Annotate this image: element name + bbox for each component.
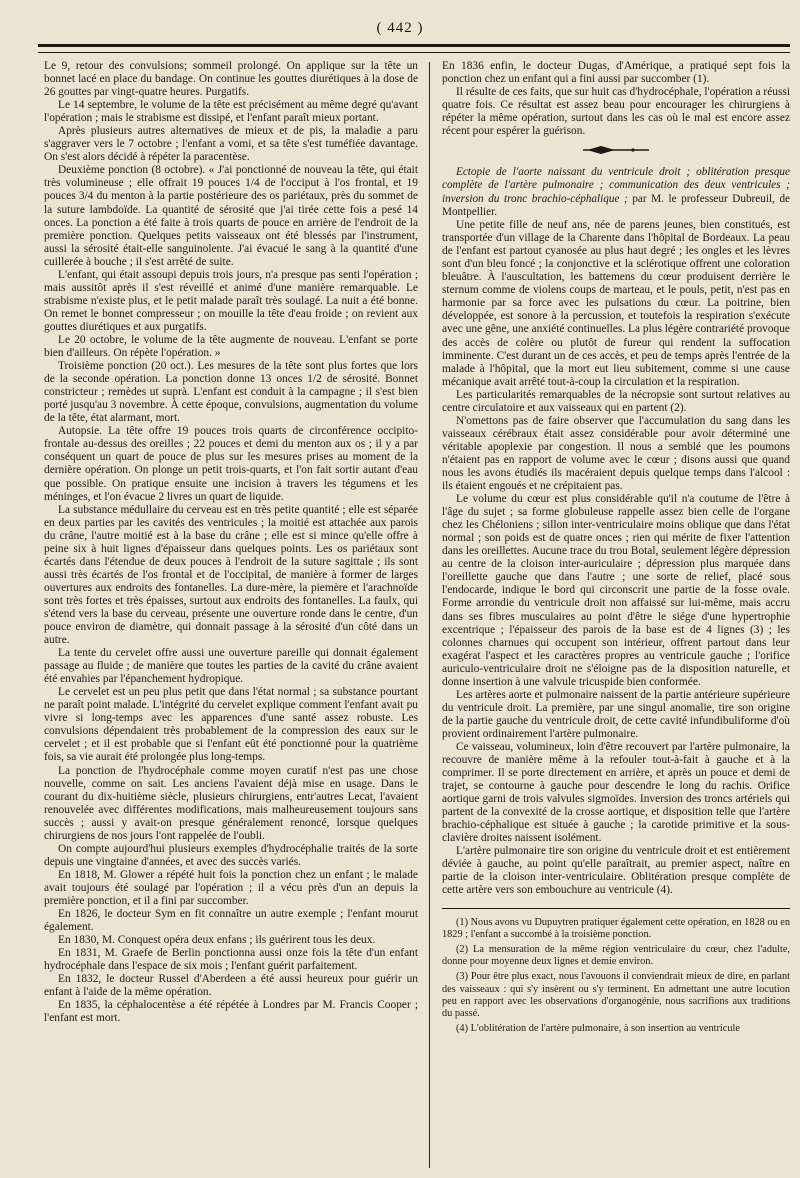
article-title-author: par M. le professeur Dubreuil, de Montpellier. [442,192,790,218]
right-paragraph: En 1836 enfin, le docteur Dugas, d'Amérique, a pratiqué sept fois la ponction chez un enfant qui a fini aussi par succomber (1). [442,60,790,86]
left-column [44,60,418,1025]
column-separator [429,62,430,1168]
left-paragraph: En 1818, M. Glower a répété huit fois la ponction chez un enfant ; le malade avait toujours été soulagé par l'opération ; il a vécu près d'un an depuis la première ponction, et il a fini par succomber. [44,868,418,907]
right-paragraph: N'omettons pas de faire observer que l'accumulation du sang dans les vaisseaux cérébraux était assez considérable pour avoir déterminé une véritable apoplexie par congestion. Il nous a semblé que les poumons n'étaient pas en rapport de volume avec le cœur ; disons aussi que quand nous les avons étudiés ils macéraient depuis quelque temps dans l'alcool : ils étaient engoués et ne crépitaient pas. [442,414,790,493]
left-paragraph: En 1831, M. Graefe de Berlin ponctionna aussi onze fois la tête d'un enfant hydrocéphale dans l'espace de six mois ; l'enfant guérit parfaitement. [44,947,418,973]
left-paragraph: On compte aujourd'hui plusieurs exemples d'hydrocéphalie traités de la sorte depuis une vingtaine d'années, et avec des succès variés. [44,842,418,868]
footnote: (2) La mensuration de la même région ventriculaire du cœur, chez l'adulte, donne pour moyenne deux lignes et demie environ. [442,943,790,968]
right-paragraph: Il résulte de ces faits, que sur huit cas d'hydrocéphale, l'opération a réussi quatre fois. Ce résultat est assez beau pour encourager les chirurgiens à répéter la même opération, surtout dans les cas où le mal est encore assez récent pour espérer la guérison. [442,86,790,138]
left-paragraph: La ponction de l'hydrocéphale comme moyen curatif n'est pas une chose nouvelle, comme on sait. Les anciens l'avaient déjà mise en usage. Dans le courant du dix-huitième siècle, plusieurs chirurgiens, entr'autres Lecat, l'avaient renouvelée avec différentes modifications, mais malheureusement toujours sans succès ; aussi y avait-on presque généralement renoncé, lorsque quelques chirurgiens de nos jours l'ont rappelée de l'oubli. [44,764,418,842]
left-paragraph: Autopsie. La tête offre 19 pouces trois quarts de circonférence occipito-frontale au-dessus des oreilles ; 22 pouces et demi du menton aux os ; il y a par conséquent un quart de pouce de plus sur les mesures prises au moment de la dernière opération. On plonge un petit trois-quarts, et l'on fait sortir autant d'eau que possible. On pratique ensuite une incision à travers les tégumens et les méninges, et l'on évacue 2 livres un quart de liquide. [44,425,418,503]
left-paragraph: En 1830, M. Conquest opéra deux enfans ; ils guérirent tous les deux. [58,934,376,947]
left-paragraph: Le 20 octobre, le volume de la tête augmente de nouveau. L'enfant se porte bien d'ailleurs. On répète l'opération. » [44,333,418,360]
header-rule [38,44,790,53]
footnote-rule [442,908,790,909]
right-paragraph: L'artère pulmonaire tire son origine du ventricule droit et est entièrement déviée à gauche, au point qu'elle paraîtrait, au premier aspect, naître en partie de la cloison inter-ventriculaire. Oblitération presque complète de cette artère vers son embouchure au ventricule (4). [442,845,790,897]
left-paragraph: Le 9, retour des convulsions; sommeil prolongé. On applique sur la tête un bonnet lacé en place du bandage. On continue les gouttes diurétiques à la dose de 26 gouttes par vingt-quatre heures. Purgatifs. [44,60,418,99]
left-paragraph: Après plusieurs autres alternatives de mieux et de pis, la maladie a paru s'aggraver vers le 7 octobre ; l'enfant a vomi, et sa tête s'est tuméfiée davantage. On s'est alors décidé à répéter la paracentèse. [44,125,418,164]
section-divider-ornament [442,144,790,156]
article-title-italic: Ectopie de l'aorte naissant du ventricule droit ; oblitération presque complète de l'artère pulmonaire ; communication des deux ventricules ; inversion du tronc brachio-céphalique ; [442,166,790,205]
left-paragraph: En 1826, le docteur Sym en fit connaître un autre exemple ; l'enfant mourut également. [44,908,418,934]
left-paragraph: La substance médullaire du cerveau est en très petite quantité ; elle est séparée en deux parties par les cavités des ventricules ; la moitié est attachée aux parois du crâne, l'autre moitié est à la base du crâne ; elle est si mince qu'elle offre à peine six à huit lignes d'épaisseur dans quelques points. Les os pariétaux sont écartés dans l'étendue de deux pouces à l'endroit de la suture sagittale ; ils sont aussi très écartés de l'os frontal et de l'occipital, de manière à former de larges ouvertures aux endroits des fontanelles. La dure-mère, la piemère et l'arachnoïde sont très fortes et très épaisses, surtout aux endroits des fontanelles. La faulx, qui s'étend vers la base du cerveau, présente une ouverture ronde dans le centre, d'un pouce environ de diamètre, qui donnait passage à la sérosité d'un côté dans un autre. [44,503,418,647]
article-title [442,166,790,219]
left-paragraph: En 1835, la céphalocentèse a été répétée à Londres par M. Francis Cooper ; l'enfant est mort. [44,999,418,1025]
left-paragraph: La tente du cervelet offre aussi une ouverture pareille qui donnait également passage au fluide ; de manière que toutes les parties de la cavité du crâne avaient été envahies par l'épanchement hydropique. [44,647,418,686]
page-number: ( 442 ) [376,20,424,36]
right-paragraph: Une petite fille de neuf ans, née de parens jeunes, bien constitués, est transportée d'un village de la Charente dans l'hôpital de Bordeaux. La peau de l'enfant est partout cyanosée au plus haut degré ; les ongles et les lèvres sont d'un bleu foncé ; la conjonctive et la sclérotique offrent une coloration bleuâtre. À l'auscultation, les battemens du cœur produisent derrière le sternum comme de violens coups de marteau, et le pouls, petit, n'est pas en harmonie par sa force avec les pulsations du cœur. La poitrine, bien développée, est sonore à la percussion, et toutefois la respiration s'exécute avec une gêne, une anxiété continuelles. La plus légère contrariété provoque des accès de colère ou plutôt de fureur qui rendent la suffocation imminente. C'est durant un de ces accès, et peu de temps après l'entrée de la malade à l'hôpital, que la mort eut lieu subitement, comme si une cause mécanique avait arrêté tout-à-coup la circulation et la respiration. [442,219,790,388]
ornament-icon [581,144,651,156]
left-paragraph: Deuxième ponction (8 octobre). « J'ai ponctionné de nouveau la tête, qui était très volumineuse ; elle offrait 19 pouces 1/4 de l'occiput à l'os frontal, et 19 pouces 3/4 du menton à la partie postérieure des os pariétaux, près du sommet de la suture lambdoïde. La quantité de sérosité que j'ai tirée cette fois a pesé 14 onces. La ponction a été faite à trois quarts de pouce en arrière de l'endroit de la première ponction. Quelques petits vaisseaux ont été blessés par l'instrument, aussi la sérosité était-elle sanguinolente. J'ai évacué le sang à la quantité d'une cuillerée à bouche ; il s'est arrêté de suite. [44,164,418,268]
footnote: (1) Nous avons vu Dupuytren pratiquer également cette opération, en 1828 ou en 1829 ; l'enfant a succombé à la troisième ponction. [442,916,790,940]
right-paragraph: Les artères aorte et pulmonaire naissent de la partie antérieure supérieure du ventricule droit. La première, par une singul anomalie, tire son origine de la partie gauche du ventricule droit, de cette cavité infundibuliforme d'où provient ordinairement l'artère pulmonaire. [442,688,790,740]
footnote: (3) Pour être plus exact, nous l'avouons il conviendrait mieux de dire, en parlant des vaisseaux : qui s'y insèrent ou s'y terminent. En admettant une autre locution peu en rapport avec les observations d'organogénie, nous sacrifions aux traditions du passé. [442,971,790,1019]
left-paragraph: Troisième ponction (20 oct.). Les mesures de la tête sont plus fortes que lors de la seconde opération. La ponction donne 13 onces 1/2 de sérosité. Bonnet constricteur ; remèdes ut suprà. L'enfant est conduit à la campagne ; il s'est bien porté jusqu'au 3 novembre. À cette époque, convulsions, augmentation du volume de la tête, état alarmant, mort. [44,360,418,425]
left-paragraph: L'enfant, qui était assoupi depuis trois jours, n'a presque pas senti l'opération ; mais aussitôt après il s'est réveillé et animé d'une manière remarquable. Le strabisme n'existe plus, et le petit malade paraît très soulagé. La nuit a été bonne. On remet le bonnet compresseur ; on mouille la tête d'eau froide ; on revient aux gouttes diurétiques et aux purgatifs. [44,268,418,333]
left-paragraph: Le 14 septembre, le volume de la tête est précisément au même degré qu'avant l'opération ; mais le strabisme est dissipé, et l'enfant paraît mieux portant. [44,99,418,125]
right-paragraph: Les particularités remarquables de la nécropsie sont surtout relatives au centre circulatoire et aux vaisseaux qui en partent (2). [442,388,790,414]
footnotes [442,917,790,1036]
left-paragraph: Le cervelet est un peu plus petit que dans l'état normal ; sa substance pourtant ne paraît point malade. L'intégrité du cervelet explique comment l'enfant avait pu vivre si long-temps avec les apparences d'une santé assez robuste. Les convulsions dépendaient très probablement de la compression des eaux sur le cervelet ; et il est probable que si l'enfant eût été ponctionné pour la quatrième fois, sa vie aurait été prolongée plus long-temps. [44,686,418,764]
right-column [442,60,790,1038]
left-paragraph: En 1832, le docteur Russel d'Aberdeen a été aussi heureux pour guérir un enfant à l'aide de la même opération. [44,973,418,999]
right-paragraph: Le volume du cœur est plus considérable qu'il n'a coutume de l'être à l'âge du sujet ; sa forme globuleuse rappelle assez bien celle de l'organe chez les Chéloniens ; sillon inter-ventriculaire moins oblique que dans l'état normal ; son poids est de quatre onces ; rien qui mérite de fixer l'attention dans les oreillettes. Aucune trace du trou Botal, seulement légère dépression au centre de la cloison inter-auriculaire ; dépression plus marquée dans l'oreillette gauche que dans l'autre ; une sorte de relief, placé sous l'endocarde, indique le bord qui circonscrit une partie de la fosse ovale. Forme arrondie du ventricule droit non affaissé sur lui-même, mais accru dans ses fibres musculaires au point d'être le siége d'une hypertrophie excentrique ; l'épaisseur des parois de la base est de 4 lignes (3) ; les colonnes charnues qui occupent son intérieur, offrent partout dans leur exagérat l'aspect et les caractères propres au ventricule gauche ; l'orifice auriculo-ventriculaire droit ne s'éloigne pas de la disposition naturelle, et donne insertion à une valvule tricuspide bien conformée. [442,493,790,688]
right-paragraph: Ce vaisseau, volumineux, loin d'être recouvert par l'artère pulmonaire, la recouvre de manière même à la refouler tout-à-fait à gauche et à la comprimer. Il se porte directement en arrière, et après un pouce et demi de trajet, se contourne à gauche pour descendre le long du rachis. Orifice aortique garni de trois valvules sigmoïdes. Inversion des troncs artériels qui partent de la convexité de la crosse aortique, et disposition telle que l'artère brachio-céphalique est située à gauche ; la carotide primitive et la sous-clavière droites naissent isolément. [442,740,790,845]
footnote: (4) L'oblitération de l'artère pulmonaire, à son insertion au ventricule [456,1023,740,1035]
